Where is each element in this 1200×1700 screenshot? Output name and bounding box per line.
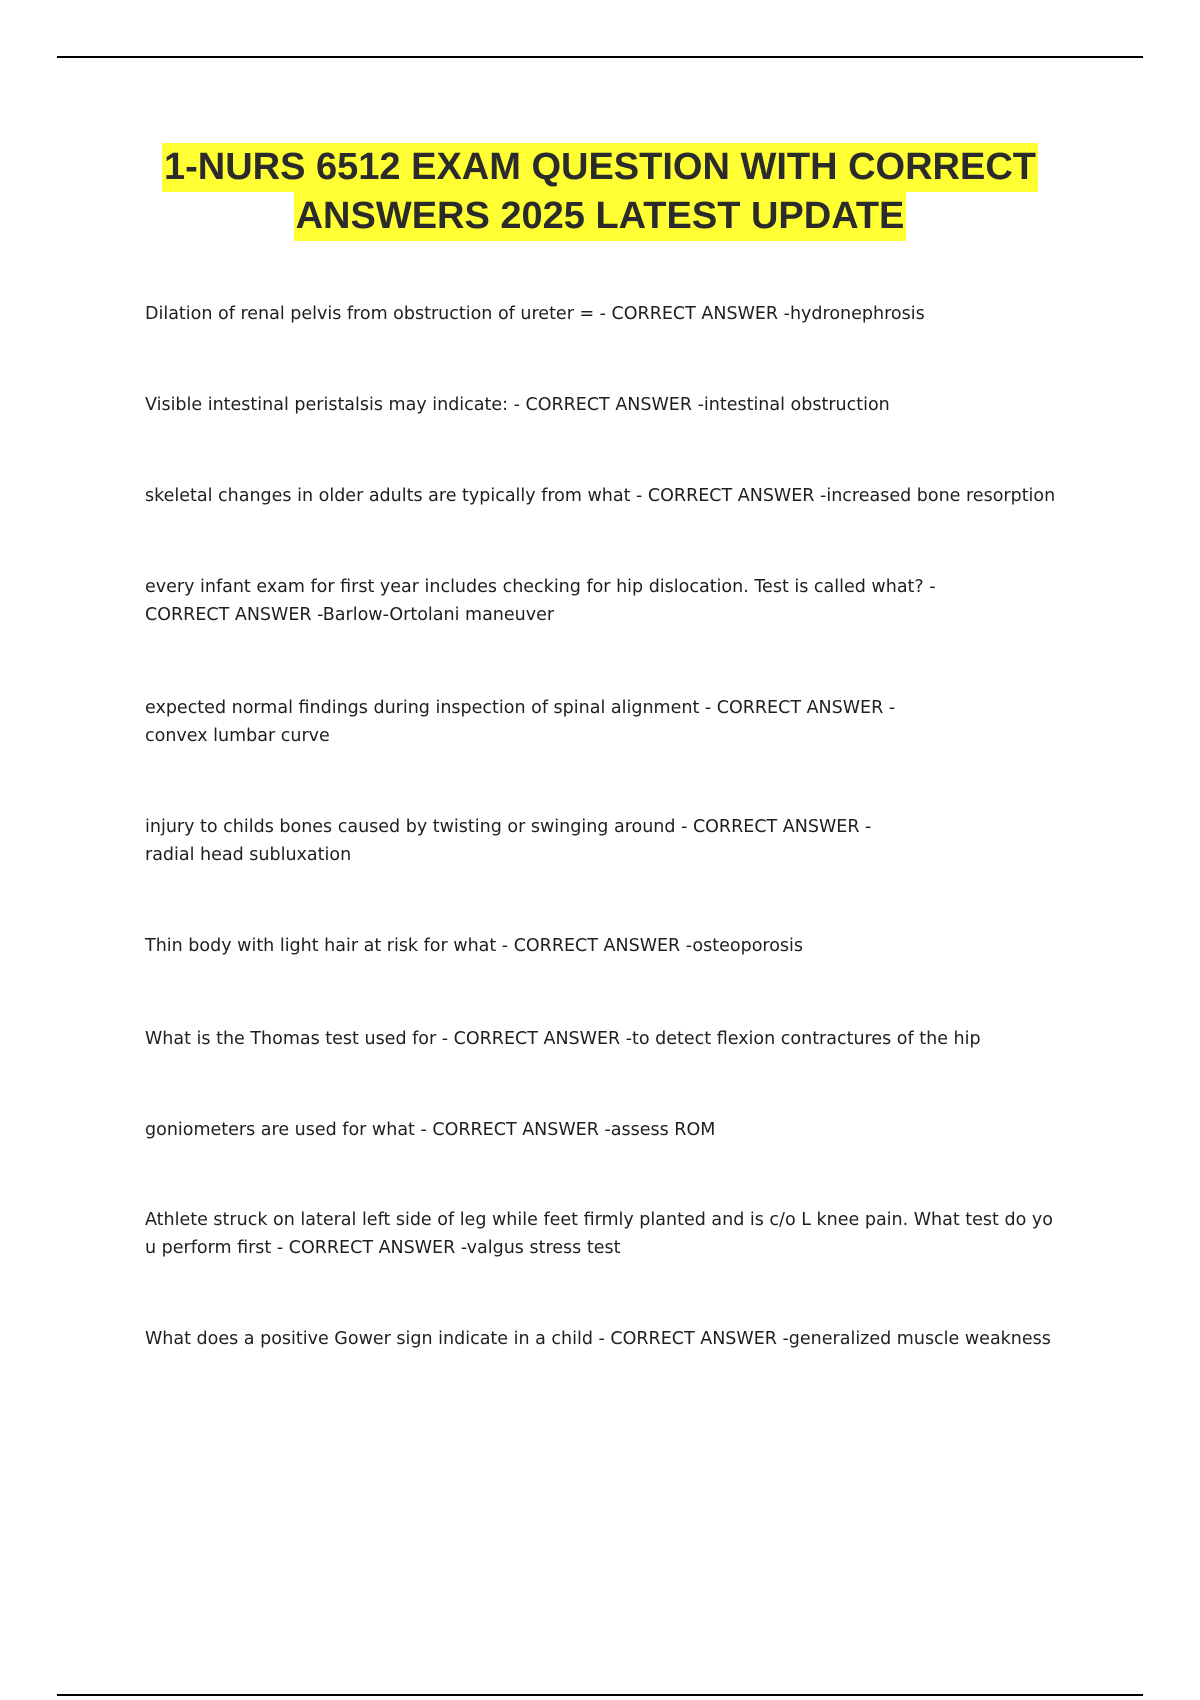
qa-item-11 xyxy=(145,1325,1085,1353)
qa-line: skeletal changes in older adults are typically from what - CORRECT ANSWER -increased bone resorption xyxy=(145,486,1056,506)
qa-line: Athlete struck on lateral left side of leg while feet firmly planted and is c/o L knee pain. What test do yo xyxy=(145,1210,1053,1230)
qa-line: What does a positive Gower sign indicate in a child - CORRECT ANSWER -generalized muscle weakness xyxy=(145,1329,1051,1349)
qa-line: every infant exam for first year includes checking for hip dislocation. Test is called what? - xyxy=(145,577,936,597)
title-line-1: 1-NURS 6512 EXAM QUESTION WITH CORRECT xyxy=(162,143,1038,192)
qa-line: Visible intestinal peristalsis may indicate: - CORRECT ANSWER -intestinal obstruction xyxy=(145,395,890,415)
qa-item-4 xyxy=(145,573,1085,629)
qa-item-3 xyxy=(145,482,1085,510)
qa-line: goniometers are used for what - CORRECT ANSWER -assess ROM xyxy=(145,1120,716,1140)
bottom-rule xyxy=(57,1694,1143,1696)
title-line-2: ANSWERS 2025 LATEST UPDATE xyxy=(294,192,907,241)
qa-line: convex lumbar curve xyxy=(145,726,330,746)
qa-line: radial head subluxation xyxy=(145,845,352,865)
qa-line: u perform first - CORRECT ANSWER -valgus stress test xyxy=(145,1238,621,1258)
qa-line: Dilation of renal pelvis from obstruction of ureter = - CORRECT ANSWER -hydronephrosis xyxy=(145,304,925,324)
qa-line: CORRECT ANSWER -Barlow-Ortolani maneuver xyxy=(145,605,555,625)
top-rule xyxy=(57,56,1143,58)
qa-item-9 xyxy=(145,1116,1085,1144)
qa-line: Thin body with light hair at risk for what - CORRECT ANSWER -osteoporosis xyxy=(145,936,804,956)
qa-item-8 xyxy=(145,1025,1085,1053)
document-title xyxy=(60,143,1140,241)
qa-item-2 xyxy=(145,391,1085,419)
qa-item-10 xyxy=(145,1206,1085,1262)
qa-line: What is the Thomas test used for - CORRECT ANSWER -to detect flexion contractures of the hip xyxy=(145,1029,981,1049)
qa-item-7 xyxy=(145,932,1085,960)
qa-line: injury to childs bones caused by twisting or swinging around - CORRECT ANSWER - xyxy=(145,817,872,837)
qa-item-5 xyxy=(145,694,1085,750)
qa-item-6 xyxy=(145,813,1085,869)
qa-item-1 xyxy=(145,300,1085,328)
qa-line: expected normal findings during inspection of spinal alignment - CORRECT ANSWER - xyxy=(145,698,896,718)
